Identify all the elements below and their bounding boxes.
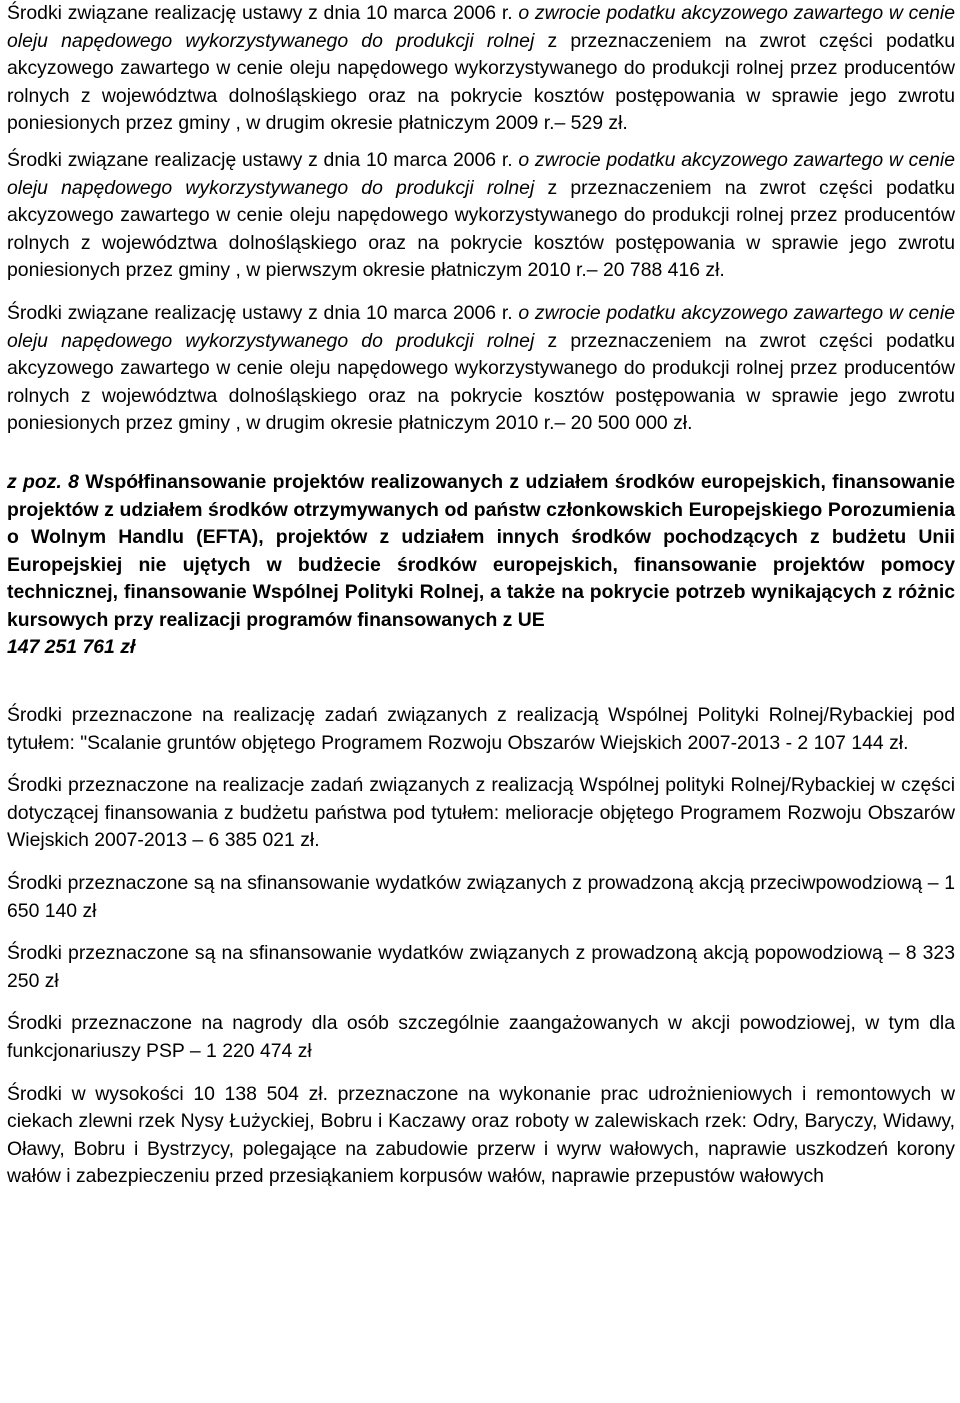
paragraph-excise-refund-2010-second-period [7,300,955,438]
item-flood-action: Środki przeznaczone są na sfinansowanie wydatków związanych z prowadzoną akcją przeciwpowodziową – 1 650 140 zł [7,872,955,922]
act-title-italic: o zwrocie podatku akcyzowego zawartego w cenie oleju napędowego wykorzystywanego do produkcji rolnej [7,2,956,52]
paragraph-excise-refund-2009-second-period [7,0,955,138]
section-amount: 147 251 761 zł [7,636,136,659]
section-8-heading [7,469,955,662]
paragraph-tail: z przeznaczeniem na zwrot części podatku akcyzowego zawartego w cenie oleju napędowego wykorzystywanego do produkcji rolnej przez producentów rolnych z województwa dolnośląskiego oraz na pokrycie kosztów postępowania w sprawie jego zwrotu poniesionych przez gminy , w drugim okresie płatniczym 2010 r.– 20 500 000 zł. [7,329,956,435]
item-land-reclamation: Środki przeznaczone na realizacje zadań związanych z realizacją Wspólnej polityki Rolnej/Rybackiej w części dotyczącej finansowania z budżetu państwa pod tytułem: melioracje objętego Programem Rozwoju Obszarów Wiejskich 2007-2013 – 6 385 021 zł. [7,774,955,852]
section-number: z poz. 8 [7,470,79,493]
item-land-consolidation: Środki przeznaczone na realizację zadań związanych z realizacją Wspólnej Polityki Rolnej/Rybackiej pod tytułem: "Scalanie gruntów objętego Programem Rozwoju Obszarów Wiejskich 2007-2013 - 2 107 144 zł. [7,704,955,754]
paragraph-lead: Środki związane realizację ustawy z dnia 10 marca 2006 r. [7,2,519,24]
paragraph-tail: z przeznaczeniem na zwrot części podatku akcyzowego zawartego w cenie oleju napędowego wykorzystywanego do produkcji rolnej przez producentów rolnych z województwa dolnośląskiego oraz na pokrycie kosztów postępowania w sprawie jego zwrotu poniesionych przez gminy , w pierwszym okresie płatniczym 2010 r.– 20 788 416 zł. [7,176,956,282]
paragraph-excise-refund-2010-first-period [7,147,955,285]
paragraph-lead: Środki związane realizację ustawy z dnia 10 marca 2006 r. [7,301,519,324]
paragraph-lead: Środki związane realizację ustawy z dnia 10 marca 2006 r. [7,148,519,171]
act-title-italic: o zwrocie podatku akcyzowego zawartego w cenie oleju napędowego wykorzystywanego do produkcji rolnej [7,301,956,352]
act-title-italic: o zwrocie podatku akcyzowego zawartego w cenie oleju napędowego wykorzystywanego do produkcji rolnej [7,148,956,199]
item-flood-awards: Środki przeznaczone na nagrody dla osób szczególnie zaangażowanych w akcji powodziowej, w tym dla funkcjonariuszy PSP – 1 220 474 zł [7,1012,955,1062]
section-title: Współfinansowanie projektów realizowanych z udziałem środków europejskich, finansowanie projektów z udziałem środków otrzymywanych od państw członkowskich Europejskiego Porozumienia o Wolnym Handlu (EFTA), projektów z udziałem innych środków pochodzących z budżetu Unii Europejskiej nie ujętych w budżecie środków europejskich, finansowanie projektów pomocy technicznej, finansowanie Wspólnej Polityki Rolnej, a także na pokrycie potrzeb wynikających z różnic kursowych przy realizacji programów finansowanych z UE [7,470,956,631]
paragraph-tail: z przeznaczeniem na zwrot części podatku akcyzowego zawartego w cenie oleju napędowego wykorzystywanego do produkcji rolnej przez producentów rolnych z województwa dolnośląskiego oraz na pokrycie kosztów postępowania w sprawie jego zwrotu poniesionych przez gminy , w drugim okresie płatniczym 2009 r.– 529 zł. [7,29,956,135]
item-post-flood-action: Środki przeznaczone są na sfinansowanie wydatków związanych z prowadzoną akcją popowodziową – 8 323 250 zł [7,942,955,992]
item-river-maintenance: Środki w wysokości 10 138 504 zł. przeznaczone na wykonanie prac udrożnieniowych i remontowych w ciekach zlewni rzek Nysy Łużyckiej, Bobru i Kaczawy oraz roboty w zalewiskach rzek: Odry, Baryczy, Widawy, Oławy, Bobru i Bystrzycy, polegające na zabudowie przerw i wyrw wałowych, naprawie uszkodzeń korony wałów i zabezpieczeniu przed przesiąkaniem korpusów wałów, naprawie przepustów wałowych [7,1082,955,1188]
